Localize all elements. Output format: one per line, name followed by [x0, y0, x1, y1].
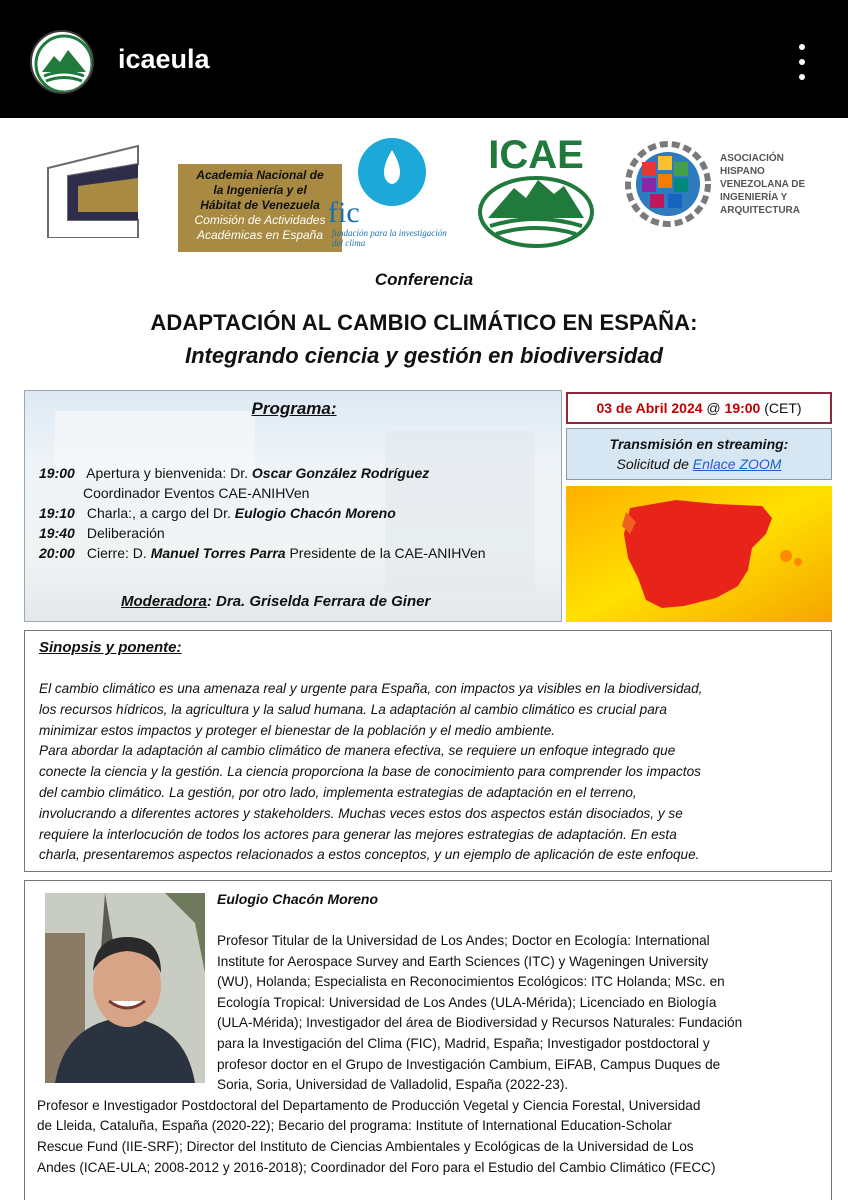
anih-line: Hábitat de Venezuela — [200, 198, 320, 212]
programa-time: 19:40 — [39, 525, 75, 541]
spain-heat-map-image — [566, 486, 832, 622]
ahv-line: HISPANO — [720, 166, 765, 177]
fic-logo — [322, 132, 452, 252]
programa-speaker: Eulogio Chacón Moreno — [234, 505, 396, 521]
programa-item — [39, 483, 559, 503]
bio-line: (ULA-Mérida); Investigador del área de Biodiversidad y Recursos Naturales: Fundación — [217, 1015, 743, 1031]
ahv-line: VENEZOLANA DE — [720, 179, 806, 190]
ponente-panel — [24, 880, 832, 1200]
sinopsis-panel — [24, 630, 832, 872]
more-options-button[interactable] — [788, 42, 816, 82]
bio-line: profesor doctor en el Grupo de Investigación Cambium, EiFAB, Campus Duques de — [217, 1056, 721, 1072]
bio-line: Profesor e Investigador Postdoctoral del Departamento de Producción Vegetal y Ciencia Forestal, Universidad — [37, 1097, 701, 1113]
icae-mountain-logo-icon — [474, 132, 598, 248]
conference-poster — [0, 118, 848, 1200]
programa-time: 19:00 — [39, 465, 75, 481]
icae-logo — [474, 132, 598, 248]
sinopsis-line: del cambio climático. La gestión, por otro lado, implementa estrategias de adaptación en el terreno, — [39, 784, 637, 800]
programa-panel — [24, 390, 562, 622]
event-time: 19:00 — [724, 400, 761, 416]
more-vertical-icon — [799, 74, 805, 80]
zoom-link[interactable]: Enlace ZOOM — [692, 456, 782, 472]
event-timezone: (CET) — [760, 400, 802, 416]
bio-line: Ecología Tropical: Universidad de Los Andes (ULA-Mérida); Licenciado en Biología — [217, 994, 717, 1010]
programa-time: 19:10 — [39, 505, 75, 521]
anih-emblem-icon — [38, 138, 158, 238]
event-title: ADAPTACIÓN AL CAMBIO CLIMÁTICO EN ESPAÑA: — [150, 310, 698, 335]
icae-wordmark: ICAE — [488, 133, 584, 177]
sinopsis-line: los recursos hídricos, la agricultura y la salud humana. La adaptación al cambio climático es crucial para — [39, 701, 667, 717]
programa-text: Charla:, a cargo del Dr. — [86, 505, 235, 521]
anih-line: Comisión de Actividades — [194, 213, 326, 227]
programa-list — [39, 463, 559, 563]
event-date-sep: @ — [702, 400, 725, 416]
programa-item — [39, 523, 559, 543]
moderadora-label: Moderadora — [121, 593, 207, 610]
bio-line: Profesor Titular de la Universidad de Los Andes; Doctor en Ecología: International — [217, 933, 710, 948]
sinopsis-text — [39, 679, 829, 866]
speaker-bio — [37, 931, 829, 1178]
bio-line: Rescue Fund (IIE-SRF); Director del Instituto de Ciencias Ambientales y Ecológicas de la Universidad de Los — [37, 1138, 694, 1154]
programa-text: Apertura y bienvenida: Dr. — [86, 465, 252, 481]
speaker-name: Eulogio Chacón Moreno — [217, 891, 378, 907]
event-date-box — [566, 392, 832, 424]
anih-logo — [38, 138, 326, 242]
streaming-title: Transmisión en streaming: — [609, 436, 789, 452]
bio-line: de Lleida, Cataluña, España (2020-22); Becario del programa: Institute of International Education-Scholar — [37, 1118, 672, 1134]
bio-line: Andes (ICAE-ULA; 2008-2012 y 2016-2018); Coordinador del Foro para el Estudio del Cambio Climático (FECC) — [37, 1159, 716, 1175]
account-avatar[interactable] — [30, 30, 94, 94]
ahv-logo-text — [720, 152, 805, 217]
sinopsis-line: conecte la ciencia y la gestión. La ciencia proporciona la base de conocimiento para comprender los impactos — [39, 764, 701, 780]
streaming-request: Solicitud de — [616, 456, 693, 472]
more-vertical-icon — [799, 44, 805, 50]
programa-item — [39, 503, 559, 523]
ahv-line: INGENIERÍA Y — [720, 192, 788, 203]
bio-line: Institute for Aerospace Survey and Earth Sciences (ITC) y Wageningen University — [217, 953, 709, 969]
event-date: 03 de Abril 2024 — [596, 400, 703, 416]
fic-wordmark: fic — [328, 196, 360, 229]
programa-item — [39, 543, 559, 563]
ahv-logo — [622, 138, 822, 232]
sinopsis-line: charla, presentaremos aspectos relacionados a estos conceptos, y un ejemplo de aplicación de este enfoque. — [39, 847, 700, 863]
programa-title: Programa: — [251, 399, 337, 418]
sinopsis-line: involucrando a diferentes actores y stakeholders. Muchas veces estos dos aspectos están disociados, y se — [39, 805, 683, 821]
moderadora-name: : Dra. Griselda Ferrara de Giner — [206, 593, 431, 610]
ahv-line: ASOCIACIÓN — [720, 153, 784, 164]
programa-text: Deliberación — [86, 525, 165, 541]
streaming-box — [566, 428, 832, 480]
moderadora-line — [121, 593, 430, 610]
bio-line: Soria, Soria, Universidad de Valladolid, España (2022-23). — [217, 1077, 569, 1093]
programa-text: Presidente de la CAE-ANIHVen — [285, 545, 486, 561]
icae-mountain-logo-icon — [32, 32, 94, 94]
sinopsis-title: Sinopsis y ponente: — [39, 639, 182, 656]
more-vertical-icon — [799, 59, 805, 65]
event-type-label: Conferencia — [374, 270, 474, 289]
bio-line: (WU), Holanda; Especialista en Reconocimientos Ecológicos: ITC Holanda; MSc. en — [217, 974, 725, 990]
programa-speaker: Manuel Torres Parra — [150, 545, 286, 561]
programa-time: 20:00 — [39, 545, 75, 561]
sinopsis-line: minimizar estos impactos y proteger el bienestar de la población y el medio ambiente. — [39, 722, 556, 738]
sinopsis-line: Para abordar la adaptación al cambio climático de manera efectiva, se requiere un enfoque integrado que — [39, 743, 676, 759]
globe-gear-icon — [622, 138, 718, 232]
spain-climate-map — [566, 486, 832, 622]
account-name[interactable]: icaeula — [118, 44, 210, 74]
anih-logo-text — [178, 164, 342, 252]
programa-speaker: Oscar González Rodríguez — [251, 465, 430, 481]
fic-tagline: fundación para la investigación del clima — [332, 228, 447, 248]
anih-line: la Ingeniería y el — [213, 183, 307, 197]
post-header — [0, 0, 848, 118]
programa-item — [39, 463, 559, 483]
event-subtitle: Integrando ciencia y gestión en biodiversidad — [185, 343, 663, 368]
sinopsis-line: El cambio climático es una amenaza real y urgente para España, con impactos ya visibles en la biodiversidad, — [39, 681, 703, 696]
programa-text: Coordinador Eventos CAE-ANIHVen — [83, 485, 310, 501]
bio-line: para la Investigación del Clima (FIC), Madrid, España; Investigador postdoctoral y — [217, 1035, 710, 1051]
sinopsis-line: requiere la interlocución de todos los actores para generar las mejores estrategias de adaptación. En esta — [39, 826, 677, 842]
ahv-line: ARQUITECTURA — [720, 205, 800, 216]
anih-line: Academia Nacional de — [196, 168, 324, 182]
anih-line: Académicas en España — [196, 228, 324, 242]
programa-text: Cierre: D. — [86, 545, 151, 561]
